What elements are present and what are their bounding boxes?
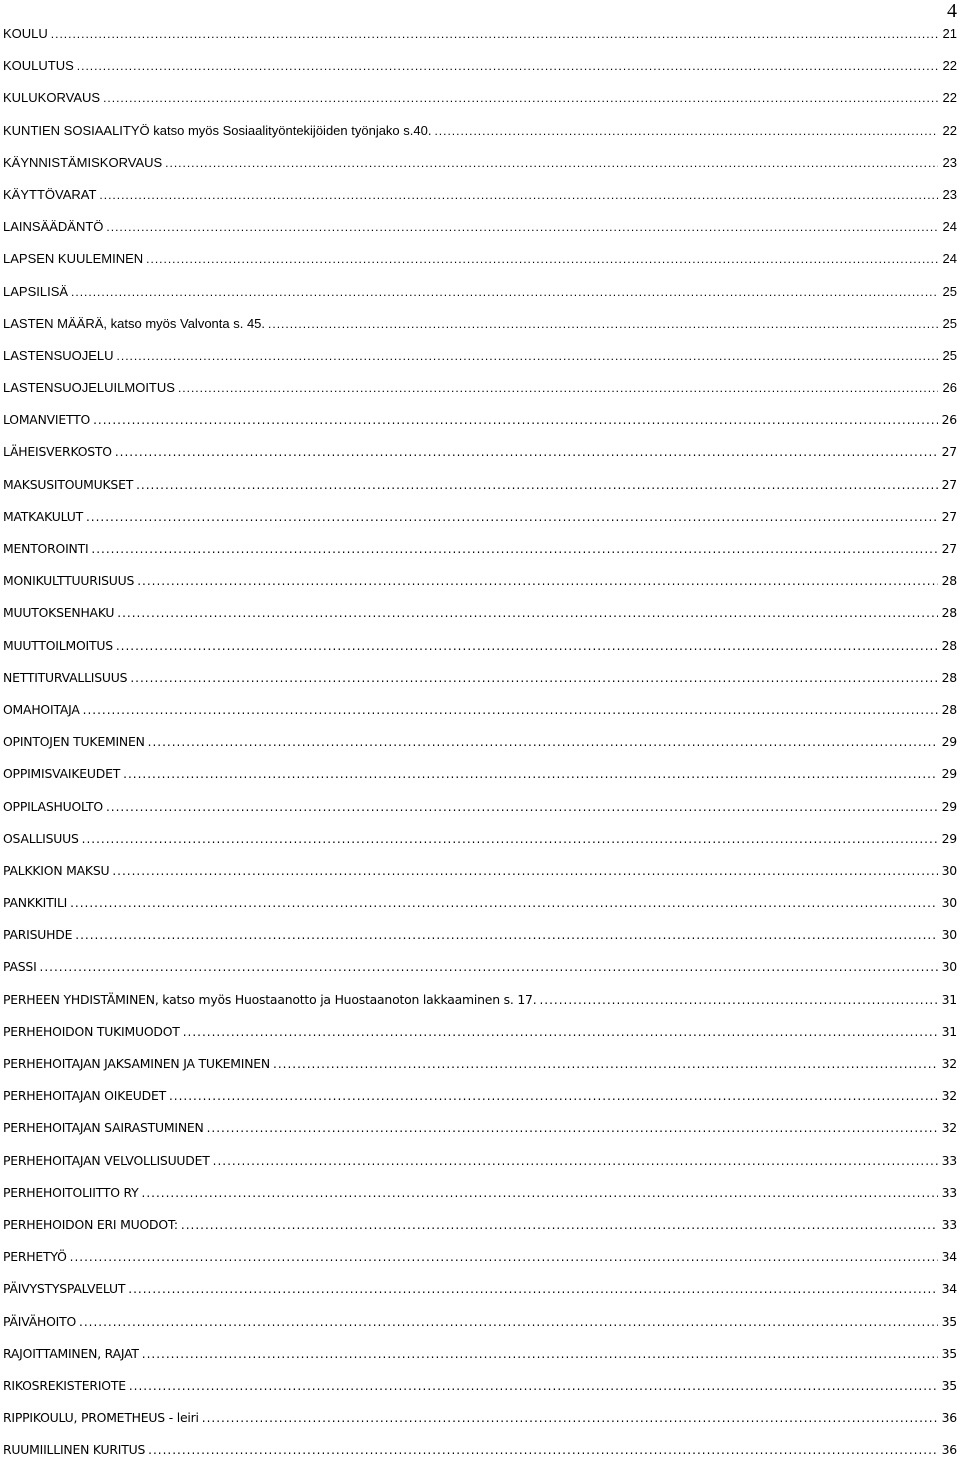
- toc-entry-label[interactable]: PERHEHOITAJAN VELVOLLISUUDET: [3, 1152, 210, 1168]
- dot-leader: [178, 372, 938, 404]
- toc-entry[interactable]: [3, 372, 957, 404]
- toc-entry-page-number[interactable]: 31: [941, 1023, 957, 1039]
- toc-entry-label[interactable]: KOULUTUS: [3, 58, 74, 74]
- toc-entry-page-number[interactable]: 28: [941, 701, 957, 717]
- toc-entry-page-number[interactable]: 32: [941, 1056, 957, 1071]
- dot-leader: [117, 597, 938, 629]
- toc-entry-label[interactable]: OPPILASHUOLTO: [3, 798, 103, 814]
- toc-entry[interactable]: [3, 340, 957, 372]
- toc-entry[interactable]: [3, 984, 957, 1016]
- dot-leader: [183, 1016, 938, 1048]
- toc-entry-page-number[interactable]: 24: [942, 219, 957, 235]
- toc-entry[interactable]: [3, 1241, 957, 1273]
- toc-entry[interactable]: [3, 404, 957, 436]
- toc-entry-page-number[interactable]: 33: [941, 1152, 957, 1168]
- dot-leader: [112, 855, 938, 887]
- toc-entry-label[interactable]: KOULU: [3, 26, 48, 41]
- toc-entry-page-number[interactable]: 28: [941, 669, 957, 685]
- toc-entry-label[interactable]: RAJOITTAMINEN, RAJAT: [3, 1345, 139, 1361]
- toc-entry[interactable]: [3, 276, 957, 308]
- toc-entry[interactable]: [3, 1402, 957, 1434]
- toc-entry-page-number[interactable]: 33: [941, 1184, 957, 1200]
- toc-entry[interactable]: [3, 694, 957, 726]
- toc-entry-page-number[interactable]: 30: [941, 927, 957, 943]
- toc-entry-label[interactable]: KÄYNNISTÄMISKORVAUS: [3, 154, 163, 170]
- toc-entry-label[interactable]: LAINSÄÄDÄNTÖ: [3, 219, 104, 235]
- toc-entry-label[interactable]: LASTENSUOJELU: [3, 347, 114, 363]
- dot-leader: [148, 726, 938, 758]
- toc-entry[interactable]: [3, 1112, 957, 1144]
- dot-leader: [130, 662, 938, 694]
- toc-entry-label[interactable]: PALKKION MAKSU: [3, 862, 110, 878]
- dot-leader: [103, 82, 938, 114]
- toc-entry-page-number[interactable]: 31: [941, 991, 957, 1007]
- dot-leader: [51, 18, 938, 50]
- toc-entry[interactable]: [3, 823, 957, 855]
- dot-leader: [106, 791, 938, 823]
- toc-entry-page-number[interactable]: 26: [942, 380, 957, 396]
- dot-leader: [148, 1434, 938, 1466]
- toc-entry[interactable]: [3, 1338, 957, 1370]
- toc-entry-page-number[interactable]: 25: [942, 347, 957, 363]
- toc-entry-page-number[interactable]: 29: [941, 830, 957, 846]
- dot-leader: [213, 1145, 938, 1177]
- toc-entry-label[interactable]: LAPSEN KUULEMINEN: [3, 251, 144, 267]
- dot-leader: [142, 1338, 938, 1370]
- toc-entry-page-number[interactable]: 22: [942, 122, 957, 138]
- dot-leader: [115, 436, 938, 468]
- dot-leader: [79, 1306, 938, 1338]
- toc-entry-label[interactable]: OPINTOJEN TUKEMINEN: [3, 734, 145, 750]
- toc-entry[interactable]: [3, 1145, 957, 1177]
- toc-entry[interactable]: [3, 147, 957, 179]
- dot-leader: [434, 115, 938, 147]
- toc-entry[interactable]: [3, 1016, 957, 1048]
- dot-leader: [106, 211, 938, 243]
- dot-leader: [202, 1402, 938, 1434]
- dot-leader: [82, 823, 938, 855]
- toc-entry-label[interactable]: KUNTIEN SOSIAALITYÖ katso myös Sosiaalityöntekijöiden työnjako s.40.: [3, 122, 432, 138]
- toc-entry-page-number[interactable]: 22: [942, 90, 957, 106]
- toc-entry-page-number[interactable]: 32: [941, 1088, 957, 1104]
- toc-entry-page-number[interactable]: 28: [941, 573, 957, 589]
- toc-entry-label[interactable]: LASTEN MÄÄRÄ, katso myös Valvonta s. 45.: [3, 315, 266, 331]
- toc-entry[interactable]: [3, 179, 957, 211]
- toc-entry[interactable]: [3, 1177, 957, 1209]
- toc-entry[interactable]: [3, 662, 957, 694]
- toc-entry-page-number[interactable]: 27: [941, 476, 957, 492]
- dot-leader: [539, 984, 938, 1016]
- toc-entry-page-number[interactable]: 34: [941, 1281, 957, 1297]
- toc-entry[interactable]: [3, 1080, 957, 1112]
- toc-entry-page-number[interactable]: 27: [941, 541, 957, 556]
- toc-entry[interactable]: [3, 18, 957, 50]
- dot-leader: [129, 1370, 938, 1402]
- toc-entry-page-number[interactable]: 29: [941, 734, 957, 750]
- toc-entry-page-number[interactable]: 35: [941, 1377, 957, 1393]
- dot-leader: [93, 404, 938, 436]
- toc-entry[interactable]: [3, 211, 957, 243]
- toc-entry[interactable]: [3, 630, 957, 662]
- toc-entry-label[interactable]: LOMANVIETTO: [3, 412, 91, 428]
- dot-leader: [71, 276, 938, 308]
- dot-leader: [136, 469, 938, 501]
- toc-entry-label[interactable]: PERHEHOITAJAN JAKSAMINEN JA TUKEMINEN: [3, 1056, 270, 1071]
- toc-entry-label[interactable]: NETTITURVALLISUUS: [3, 669, 128, 685]
- toc-entry[interactable]: [3, 1370, 957, 1402]
- toc-entry[interactable]: [3, 951, 957, 983]
- dot-leader: [99, 179, 938, 211]
- toc-entry-label[interactable]: OSALLISUUS: [3, 830, 79, 846]
- toc-entry-label[interactable]: PERHEHOITOLIITTO RY: [3, 1184, 139, 1200]
- toc-entry[interactable]: [3, 50, 957, 82]
- toc-entry[interactable]: [3, 565, 957, 597]
- toc-entry-page-number[interactable]: 21: [942, 26, 957, 41]
- dot-leader: [137, 565, 938, 597]
- toc-entry[interactable]: [3, 469, 957, 501]
- toc-entry[interactable]: [3, 791, 957, 823]
- toc-entry[interactable]: [3, 597, 957, 629]
- toc-entry-label[interactable]: PANKKITILI: [3, 895, 68, 911]
- toc-entry-label[interactable]: PERHEHOITAJAN SAIRASTUMINEN: [3, 1120, 204, 1136]
- toc-entry-label[interactable]: MENTOROINTI: [3, 541, 89, 556]
- toc-entry-label[interactable]: LAPSILISÄ: [3, 283, 69, 299]
- dot-leader: [117, 340, 938, 372]
- toc-entry[interactable]: [3, 1434, 957, 1466]
- dot-leader: [207, 1112, 938, 1144]
- toc-entry-page-number[interactable]: 24: [942, 251, 957, 267]
- toc-entry-label[interactable]: PERHEHOIDON TUKIMUODOT: [3, 1023, 180, 1039]
- dot-leader: [169, 1080, 938, 1112]
- toc-entry-label[interactable]: PÄIVÄHOITO: [3, 1313, 77, 1329]
- toc-entry-label[interactable]: MONIKULTTUURISUUS: [3, 573, 135, 589]
- toc-entry-page-number[interactable]: 27: [941, 508, 957, 524]
- toc-entry-label[interactable]: RIKOSREKISTERIOTE: [3, 1377, 126, 1393]
- toc-entry-label[interactable]: KULUKORVAUS: [3, 90, 101, 106]
- toc-entry-label[interactable]: PARISUHDE: [3, 927, 73, 943]
- dot-leader: [77, 50, 938, 82]
- dot-leader: [116, 630, 938, 662]
- toc-entry[interactable]: [3, 1048, 957, 1080]
- page-number: 4: [947, 0, 957, 22]
- toc-entry[interactable]: [3, 1209, 957, 1241]
- toc-entry-label[interactable]: OPPIMISVAIKEUDET: [3, 766, 121, 782]
- toc-entry-label[interactable]: PERHETYÖ: [3, 1249, 67, 1265]
- toc-entry-page-number[interactable]: 35: [941, 1313, 957, 1329]
- toc-entry-label[interactable]: OMAHOITAJA: [3, 701, 80, 717]
- toc-entry-label[interactable]: PASSI: [3, 959, 37, 975]
- toc-entry-page-number[interactable]: 27: [941, 444, 957, 460]
- toc-entry-page-number[interactable]: 28: [941, 637, 957, 653]
- toc-entry-page-number[interactable]: 29: [941, 766, 957, 782]
- toc-entry[interactable]: [3, 436, 957, 468]
- toc-entry-page-number[interactable]: 28: [941, 605, 957, 621]
- dot-leader: [86, 501, 938, 533]
- dot-leader: [70, 1241, 938, 1273]
- dot-leader: [165, 147, 938, 179]
- toc-entry-page-number[interactable]: 23: [942, 154, 957, 170]
- toc-entry-page-number[interactable]: 26: [941, 412, 957, 428]
- toc-entry-page-number[interactable]: 30: [941, 959, 957, 975]
- toc-entry-page-number[interactable]: 36: [941, 1410, 957, 1426]
- toc-entry-label[interactable]: KÄYTTÖVARAT: [3, 186, 97, 202]
- toc-entry[interactable]: [3, 758, 957, 790]
- dot-leader: [142, 1177, 938, 1209]
- dot-leader: [268, 308, 938, 340]
- toc-entry[interactable]: [3, 919, 957, 951]
- toc-entry-page-number[interactable]: 23: [942, 186, 957, 202]
- toc-entry[interactable]: [3, 1273, 957, 1305]
- toc-entry-label[interactable]: MAKSUSITOUMUKSET: [3, 476, 134, 492]
- toc-entry-label[interactable]: PERHEHOIDON ERI MUODOT:: [3, 1216, 178, 1232]
- toc-entry-label[interactable]: MUUTOKSENHAKU: [3, 605, 115, 621]
- toc-entry[interactable]: [3, 855, 957, 887]
- dot-leader: [128, 1273, 938, 1305]
- toc-entry-page-number[interactable]: 33: [941, 1216, 957, 1232]
- toc-entry-label[interactable]: LÄHEISVERKOSTO: [3, 444, 112, 460]
- toc-entry-page-number[interactable]: 25: [942, 315, 957, 331]
- dot-leader: [70, 887, 938, 919]
- toc-entry[interactable]: [3, 243, 957, 275]
- toc-entry-page-number[interactable]: 34: [941, 1249, 957, 1265]
- dot-leader: [273, 1048, 938, 1080]
- toc-entry-page-number[interactable]: 32: [941, 1120, 957, 1136]
- dot-leader: [181, 1209, 938, 1241]
- toc-entry[interactable]: [3, 1306, 957, 1338]
- table-of-contents: [3, 18, 957, 1466]
- toc-entry[interactable]: [3, 308, 957, 340]
- dot-leader: [91, 533, 938, 565]
- dot-leader: [83, 694, 938, 726]
- dot-leader: [75, 919, 938, 951]
- toc-entry-label[interactable]: RIPPIKOULU, PROMETHEUS - leiri: [3, 1410, 199, 1426]
- toc-entry-page-number[interactable]: 30: [941, 895, 957, 911]
- toc-entry-page-number[interactable]: 35: [941, 1345, 957, 1361]
- toc-entry-label[interactable]: PÄIVYSTYSPALVELUT: [3, 1281, 126, 1297]
- toc-entry[interactable]: [3, 115, 957, 147]
- toc-entry-label[interactable]: PERHEHOITAJAN OIKEUDET: [3, 1088, 166, 1104]
- toc-entry-label[interactable]: PERHEEN YHDISTÄMINEN, katso myös Huostaanotto ja Huostaanoton lakkaaminen s. 17.: [3, 991, 537, 1007]
- toc-entry-page-number[interactable]: 29: [941, 798, 957, 814]
- dot-leader: [146, 243, 938, 275]
- toc-entry-label[interactable]: MATKAKULUT: [3, 508, 83, 524]
- toc-entry-label[interactable]: LASTENSUOJELUILMOITUS: [3, 380, 175, 396]
- dot-leader: [40, 951, 938, 983]
- toc-entry[interactable]: [3, 501, 957, 533]
- toc-entry-page-number[interactable]: 25: [942, 283, 957, 299]
- dot-leader: [123, 758, 938, 790]
- toc-entry[interactable]: [3, 82, 957, 114]
- toc-entry-page-number[interactable]: 30: [941, 862, 957, 878]
- toc-entry-page-number[interactable]: 36: [941, 1442, 957, 1458]
- toc-entry[interactable]: [3, 533, 957, 565]
- toc-entry-label[interactable]: RUUMIILLINEN KURITUS: [3, 1442, 146, 1458]
- toc-entry[interactable]: [3, 726, 957, 758]
- toc-entry[interactable]: [3, 887, 957, 919]
- toc-entry-page-number[interactable]: 22: [942, 58, 957, 74]
- toc-entry-label[interactable]: MUUTTOILMOITUS: [3, 637, 113, 653]
